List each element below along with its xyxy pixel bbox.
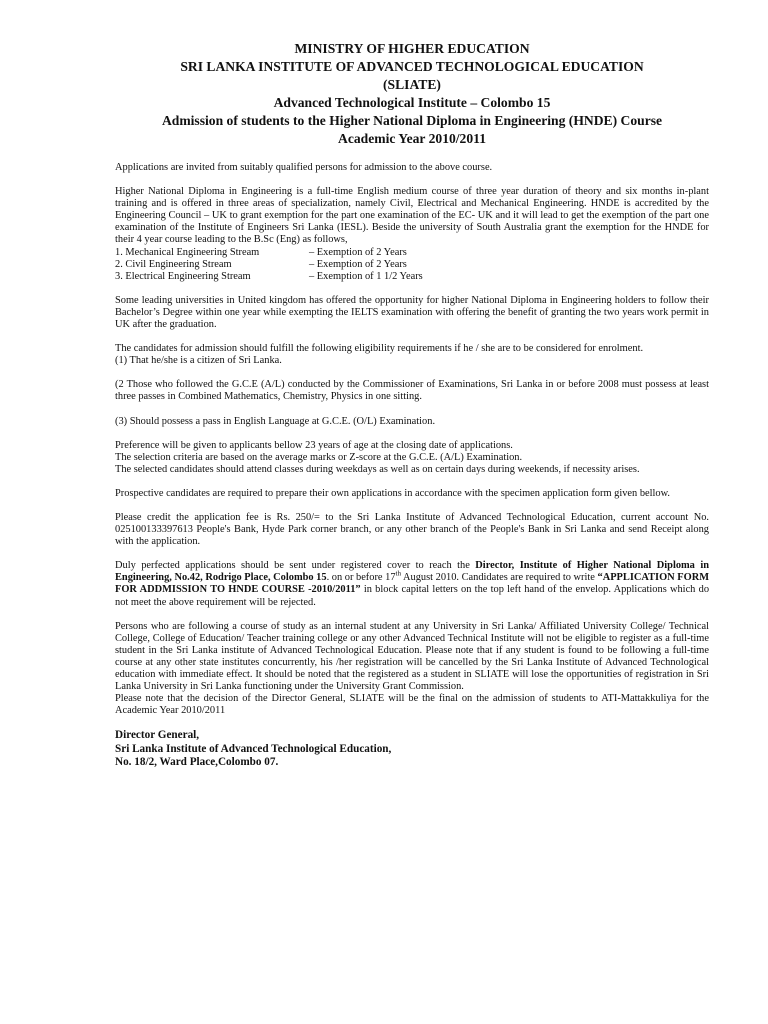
campus-title: Advanced Technological Institute – Colombo 15 bbox=[273, 95, 551, 110]
stream-exemption: – Exemption of 2 Years bbox=[309, 246, 407, 258]
signature-title: Director General, bbox=[115, 729, 200, 742]
eligibility-intro-paragraph: The candidates for admission should fulfill the following eligibility requirements if he / she are to be considered for enrolment. bbox=[115, 343, 644, 355]
signature-address: No. 18/2, Ward Place,Colombo 07. bbox=[115, 756, 279, 769]
institute-acronym: (SLIATE) bbox=[383, 77, 441, 92]
course-title: Admission of students to the Higher National Diploma in Engineering (HNDE) Course bbox=[161, 113, 663, 128]
uk-universities-paragraph: Some leading universities in United kingdom has offered the opportunity for higher National Diploma in Engineering holders to follow their Bachelor’s Degree within one year while exempting the IELTS examination with offering the benefit of granting the two years work permit in UK after the graduation. bbox=[115, 294, 709, 331]
document-header bbox=[115, 40, 709, 148]
preference-selection-criteria: The selection criteria are based on the average marks or Z-score at the G.C.E. (A/L) Examination. bbox=[115, 451, 523, 463]
final-note-paragraph: Please note that the decision of the Director General, SLIATE will be the final on the admission of students to ATI-Mattakkuliya for the Academic Year 2010/2011 bbox=[115, 693, 709, 717]
submission-text: . on or before 17 bbox=[326, 572, 396, 584]
prospective-paragraph: Prospective candidates are required to prepare their own applications in accordance with the specimen application form given bellow. bbox=[115, 487, 671, 499]
stream-name: 1. Mechanical Engineering Stream bbox=[115, 246, 260, 258]
submission-text: in block capital letters on the top left hand of the envelop. Applications which do not meet the above requirement will be rejected. bbox=[115, 584, 710, 608]
submission-paragraph bbox=[115, 560, 709, 608]
internal-students-paragraph: Persons who are following a course of study as an internal student at any University in Sri Lanka/ Affiliated University College/ Technical College, College of Education/ Teacher training college or any other Advanced Technical Institute will not be eligible to register as a full-time student in the Sri Lanka institute of Advanced Technological Education. Please note that if any student is found to be following a full-time course at any other state institutes concurrently, his /her registration will be cancelled by the Sri Lanka Institute of Advanced Technological education with immediate effect. It should be noted that the registered as a student in SLIATE will lose the opportunities of registration in Sri Lanka University in Sri Lanka functioning under the University Grant Commission. bbox=[115, 620, 709, 693]
ministry-title: MINISTRY OF HIGHER EDUCATION bbox=[294, 41, 530, 56]
submission-text: Duly perfected applications should be sent under registered cover to reach the bbox=[115, 560, 476, 572]
document-body bbox=[115, 148, 709, 729]
stream-item-civil bbox=[115, 259, 709, 271]
envelope-form-title: “APPLICATION FORM FOR ADDMISSION TO HNDE COURSE -2010/2011” bbox=[115, 572, 710, 596]
preference-attendance: The selected candidates should attend classes during weekdays as well as on certain days during weekends, if necessity arises. bbox=[115, 463, 640, 475]
intro-paragraph: Applications are invited from suitably qualified persons for admission to the above course. bbox=[115, 162, 493, 173]
requirement-al-passes: (2 Those who followed the G.C.E (A/L) conducted by the Commissioner of Examinations, Sri Lanka in or before 2008 must possess at least three passes in Combined Mathematics, Chemistry, Physics in one sitting. bbox=[115, 379, 709, 403]
stream-exemption: – Exemption of 1 1/2 Years bbox=[309, 270, 423, 282]
requirement-citizenship: (1) That he/she is a citizen of Sri Lanka. bbox=[115, 355, 282, 367]
stream-item-mechanical bbox=[115, 247, 709, 259]
signature-institute: Sri Lanka Institute of Advanced Technological Education, bbox=[115, 742, 392, 755]
stream-item-electrical bbox=[115, 271, 709, 283]
stream-exemption: – Exemption of 2 Years bbox=[309, 258, 407, 270]
academic-year: Academic Year 2010/2011 bbox=[338, 131, 486, 146]
document-page bbox=[115, 40, 709, 770]
stream-list bbox=[115, 247, 709, 283]
submission-text: August 2010. Candidates are required to write bbox=[400, 572, 598, 584]
submission-address: Director, Institute of Higher National Diploma in Engineering, No.42, Rodrigo Place, Colombo 15 bbox=[115, 560, 709, 584]
hnde-description-paragraph: Higher National Diploma in Engineering is a full-time English medium course of three year duration of theory and six months in-plant training and is offered in three areas of specialization, namely Civil, Electrical and Mechanical Engineering. HNDE is accredited by the Engineering Council – UK to grant exemption for the part one examination of the EC- UK and it will lead to get the exemption of the part one examination of the Institute of Engineers Sri Lanka (IESL). Beside the university of South Australia grant the exemption for the HNDE for their 4 year course leading to the B.Sc (Eng) as follows, bbox=[115, 186, 709, 246]
date-ordinal: th bbox=[395, 569, 401, 578]
stream-name: 2. Civil Engineering Stream bbox=[115, 258, 232, 270]
signature-block bbox=[115, 729, 709, 770]
preference-age: Preference will be given to applicants bellow 23 years of age at the closing date of applications. bbox=[115, 439, 513, 451]
fee-paragraph: Please credit the application fee is Rs. 250/= to the Sri Lanka Institute of Advanced Technological Education, current account No. 025100133397613 People's Bank, Hyde Park corner branch, or any other branch of the People's Bank in Sri Lanka and send Receipt along with the application. bbox=[115, 511, 709, 548]
requirement-english: (3) Should possess a pass in English Language at G.C.E. (O/L) Examination. bbox=[115, 415, 436, 427]
institute-title: SRI LANKA INSTITUTE OF ADVANCED TECHNOLOGICAL EDUCATION bbox=[180, 59, 644, 74]
stream-name: 3. Electrical Engineering Stream bbox=[115, 270, 251, 282]
